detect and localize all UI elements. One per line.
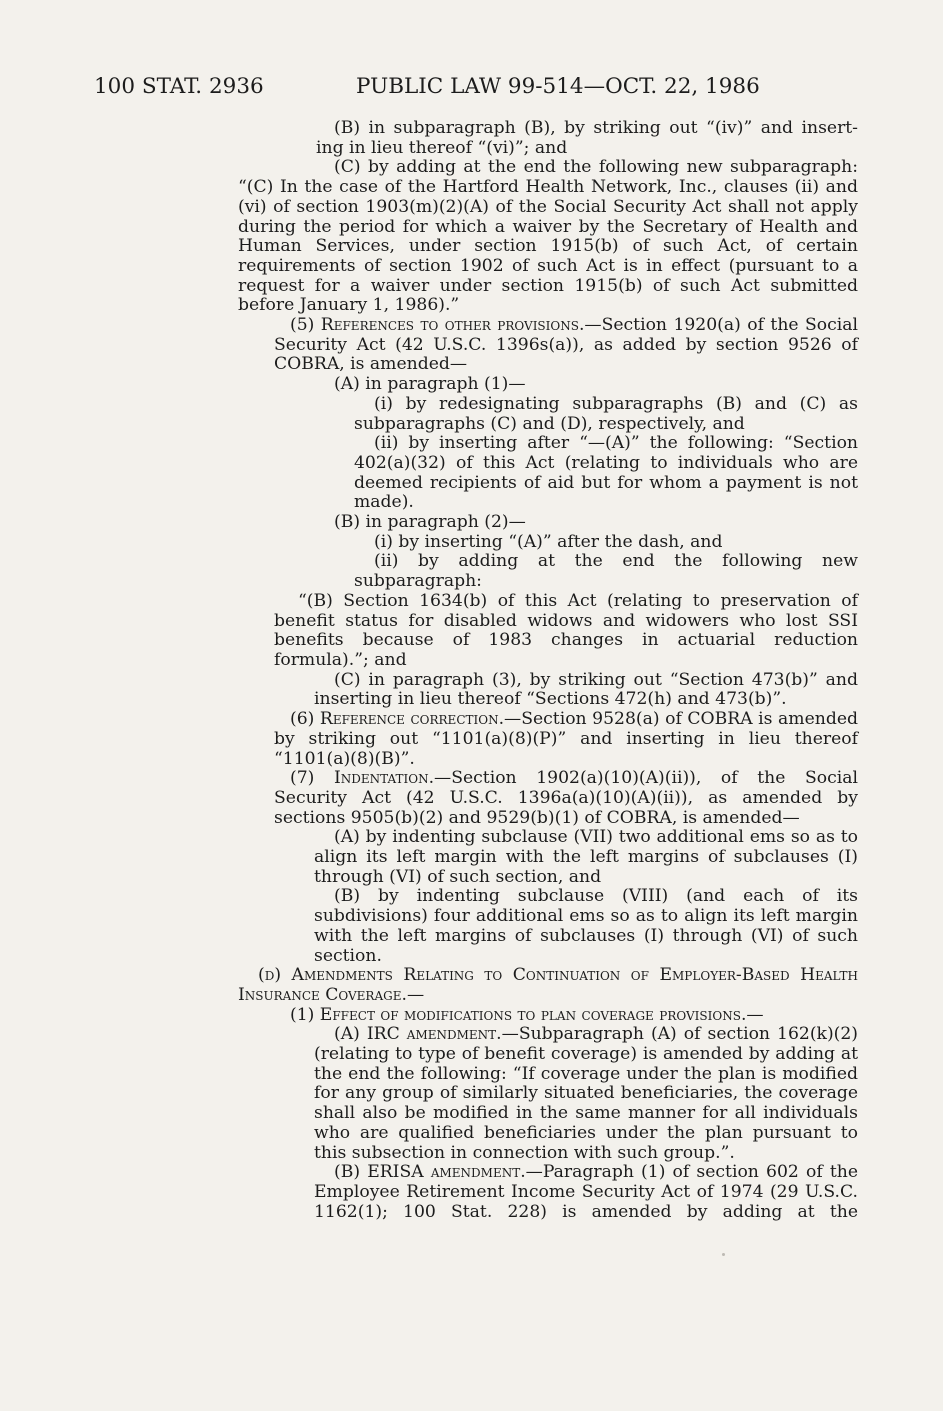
section-7-b: (B) by indenting subclause (VIII) (and each of its subdivisions) four additional ems so as to align its left margin with the left margins of subclauses (I) through (VI) of such section. bbox=[314, 886, 858, 966]
paragraph-d1-a-heading: (A) IRC amendment. bbox=[334, 1024, 502, 1045]
paragraph-d1-b: (B) ERISA amendment.—Paragraph (1) of section 602 of the Employee Retirement Income Security Act of 1974 (29 U.S.C. 1162(1); 100 Stat. 228) is amended by adding at the bbox=[314, 1162, 858, 1222]
section-5-a: (A) in paragraph (1)— bbox=[334, 374, 526, 395]
quoted-subparagraph-b: “(B) Section 1634(b) of this Act (relating to preservation of benefit status for disabled widows and widowers who lost SSI benefits because of 1983 changes in actuarial reduction formula).”; and bbox=[274, 590, 858, 670]
section-7-indentation: (7) Indentation.—Section 1902(a)(10)(A)(ii)), of the Social Security Act (42 U.S.C. 1396a(a)(10)(A)(ii)), as amended by sections 9505(b)(2) and 9529(b)(1) of COBRA, is amended— bbox=[274, 768, 859, 828]
paragraph-d1-a: (A) IRC amendment.—Subparagraph (A) of section 162(k)(2) (relating to type of benefit coverage) is amended by adding at the end the following: “If coverage under the plan is modified for any group of similarly situated beneficiaries, the coverage shall also be modified in the same manner for all individuals who are qualified beneficiaries under the plan pursuant to this subsection in connection with such group.”. bbox=[314, 1024, 858, 1163]
section-5-a-i: (i) by redesignating subparagraphs (B) and (C) as subparagraphs (C) and (D), respectively, and bbox=[354, 393, 858, 434]
quoted-subparagraph-c: “(C) In the case of the Hartford Health Network, Inc., clauses (ii) and (vi) of section 1903(m)(2)(A) of the Social Security Act shall not apply during the period for which a waiver by the Secretary of Health and Human Services, under section 1915(b) of such Act, of certain requirements of section 1902 of such Act is in effect (pursuant to a request for a waiver under section 1915(b) of such Act submitted before January 1, 1986).” bbox=[238, 177, 858, 316]
section-7-heading: (7) Indentation. bbox=[290, 768, 435, 789]
section-5-b-i: (i) by inserting “(A)” after the dash, and bbox=[374, 531, 723, 552]
section-5-references: (5) References to other provisions.—Section 1920(a) of the Social Security Act (42 U.S.C. 1396s(a)), as added by section 9526 of COBRA, is amended— bbox=[274, 315, 858, 375]
paragraph-c-subparagraph: (C) by adding at the end the following new subparagraph: bbox=[334, 157, 858, 178]
paragraph-d1-heading: (1) Effect of modifications to plan coverage provisions.— bbox=[290, 1004, 764, 1025]
section-6-reference-correction: (6) Reference correction.—Section 9528(a) of COBRA is amended by striking out “1101(a)(8)(P)” and inserting in lieu thereof “1101(a)(8)(B)”. bbox=[274, 709, 858, 769]
page-speck bbox=[722, 1253, 725, 1256]
page-header bbox=[94, 74, 760, 108]
section-5-b-ii: (ii) by adding at the end the following new subparagraph: bbox=[354, 551, 858, 592]
statute-citation: 100 STAT. 2936 bbox=[94, 74, 264, 99]
public-law-title: PUBLIC LAW 99-514—OCT. 22, 1986 bbox=[356, 74, 760, 99]
paragraph-b-subparagraph-cont: ing in lieu thereof “(vi)”; and bbox=[316, 137, 568, 158]
section-5-c: (C) in paragraph (3), by striking out “Section 473(b)” and inserting in lieu thereof “Sections 472(h) and 473(b)”. bbox=[314, 669, 858, 710]
section-5-b: (B) in paragraph (2)— bbox=[334, 512, 526, 533]
section-5-a-ii: (ii) by inserting after “—(A)” the following: “Section 402(a)(32) of this Act (relating to individuals who are deemed recipients of aid but for whom a payment is not made). bbox=[354, 433, 858, 513]
document-body bbox=[238, 119, 858, 1222]
section-7-a: (A) by indenting subclause (VII) two additional ems so as to align its left margin with the left margins of subclauses (I) through (VI) of such section, and bbox=[314, 827, 858, 887]
paragraph-b-subparagraph: (B) in subparagraph (B), by striking out “(iv)” and insert- bbox=[334, 118, 858, 138]
section-6-heading: (6) Reference correction. bbox=[290, 709, 505, 730]
paragraph-d1-b-heading: (B) ERISA amendment. bbox=[334, 1162, 526, 1183]
subsection-d-heading: (d) Amendments Relating to Continuation of Employer-Based Health Insurance Coverage.— bbox=[238, 965, 858, 1005]
section-5-heading: (5) References to other provisions. bbox=[290, 315, 585, 336]
